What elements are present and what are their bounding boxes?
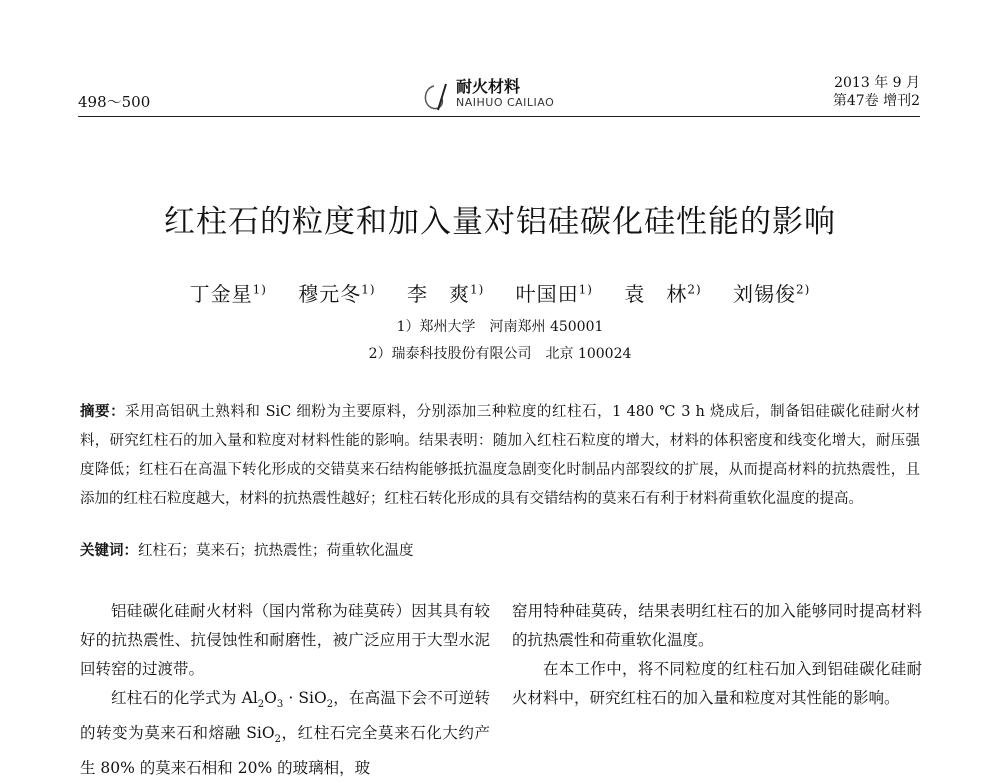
body-paragraph: 铝硅碳化硅耐火材料（国内常称为硅莫砖）因其具有较好的抗热震性、抗侵蚀性和耐磨性，被广泛应用于大型水泥回转窑的过渡带。: [80, 602, 490, 678]
page-range: 498～500: [78, 93, 151, 111]
body-column-right: [512, 597, 922, 713]
affiliation-2: 2）瑞泰科技股份有限公司 北京 100024: [368, 346, 632, 362]
keywords-text: 红柱石；莫来石；抗热震性；荷重软化温度: [138, 543, 414, 559]
journal-logo-icon: [420, 82, 454, 112]
author: 刘锡俊$^{2)}$: [733, 282, 811, 306]
author: 袁 林$^{2)}$: [624, 282, 702, 306]
abstract: [80, 398, 920, 514]
journal-name-cn: 耐火材料: [456, 77, 521, 96]
issue-info: [833, 74, 920, 110]
author: 丁金星$^{1)}$: [189, 282, 267, 306]
author: 叶国田$^{1)}$: [515, 282, 593, 306]
abstract-text: 采用高铝矾土熟料和 SiC 细粉为主要原料，分别添加三种粒度的红柱石，1 480 ℃ 3 h 烧成后，制备铝硅碳化硅耐火材料，研究红柱石的加入量和粒度对材料性能的影响。结果表明：随加入红柱石粒度的增大，材料的体积密度和线变化增大，耐压强度降低；红柱石在高温下转化形成的交错莫来石结构能够抵抗温度急剧变化时制品内部裂纹的扩展，从而提高材料的抗热震性，且添加的红柱石粒度越大，材料的抗热震性越好；红柱石转化形成的具有交错结构的莫来石有利于材料荷重软化温度的提高。: [80, 404, 920, 507]
author-list: [0, 278, 1000, 307]
author: 李 爽$^{1)}$: [406, 282, 485, 306]
abstract-label: 摘要：: [80, 404, 126, 420]
paper-title: 红柱石的粒度和加入量对铝硅碳化硅性能的影响: [164, 204, 836, 240]
body-paragraph: 窑用特种硅莫砖，结果表明红柱石的加入能够同时提高材料的抗热震性和荷重软化温度。: [512, 602, 922, 649]
issue-volume: 第47卷 增刊2: [832, 93, 920, 109]
header-rule: [78, 116, 920, 117]
journal-name-en: NAIHUO CAILIAO: [456, 96, 555, 109]
issue-date: 2013 年 9 月: [834, 75, 920, 91]
author: 穆元冬$^{1)}$: [298, 282, 376, 306]
journal-logo: [420, 76, 580, 116]
body-column-left: [80, 597, 490, 783]
page-header: [78, 74, 920, 114]
keywords: [80, 539, 920, 563]
body-paragraph: 红柱石的化学式为 $Al_2O_3 \cdot SiO_2$，在高温下会不可逆转的转变为莫来石和熔融 SiO$_2$，红柱石完全莫来石化大约产生 80% 的莫来石相和 20% 的玻璃相，玻: [80, 689, 490, 778]
body-paragraph: 在本工作中，将不同粒度的红柱石加入到铝硅碳化硅耐火材料中，研究红柱石的加入量和粒度对其性能的影响。: [512, 660, 922, 707]
affiliation-1: 1）郑州大学 河南郑州 450001: [396, 319, 604, 335]
keywords-label: 关键词：: [80, 543, 138, 559]
